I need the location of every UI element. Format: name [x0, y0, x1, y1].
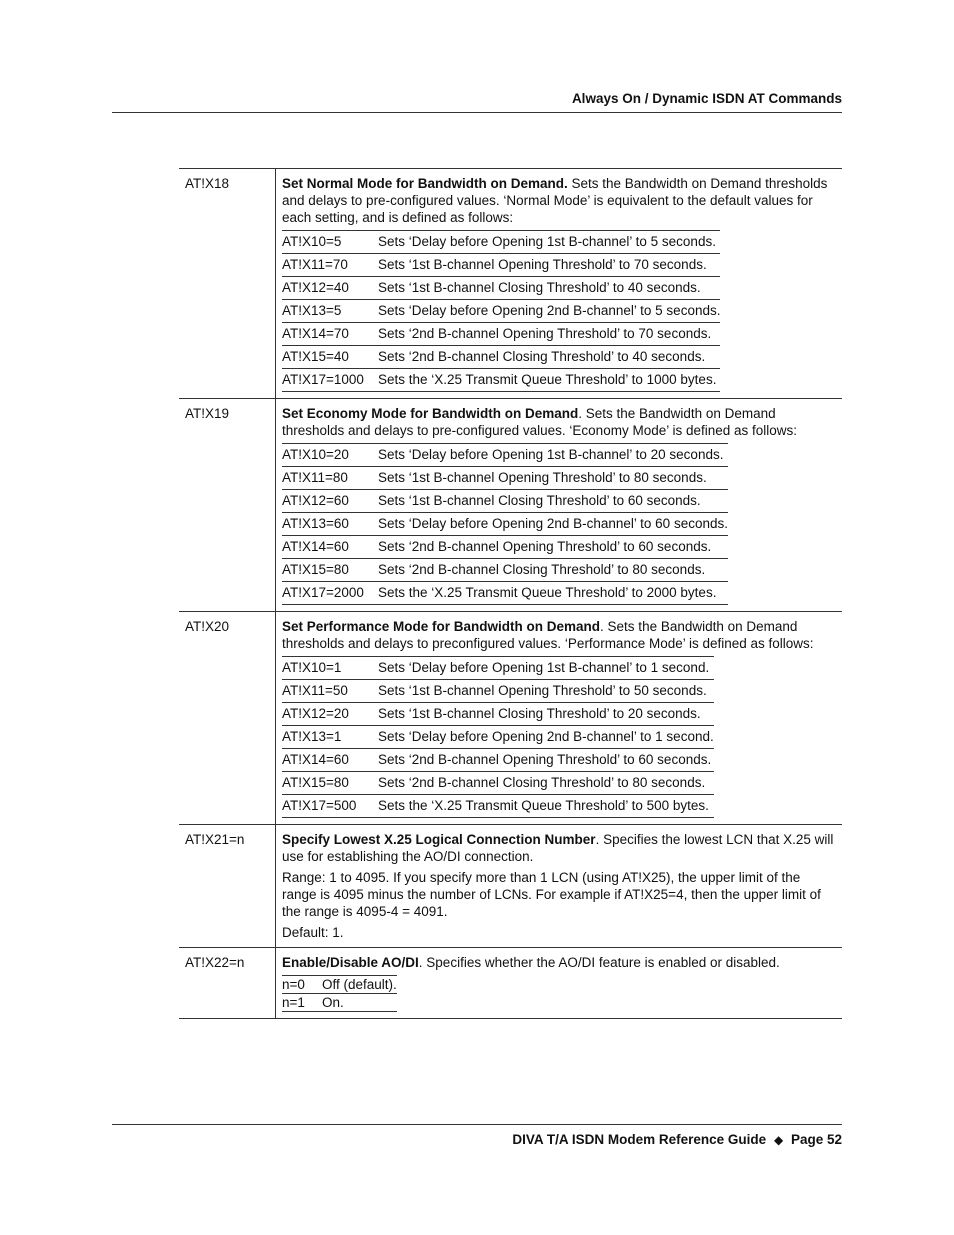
running-header: Always On / Dynamic ISDN AT Commands — [571, 91, 842, 106]
setting-text: Sets the ‘X.25 Transmit Queue Threshold’ to 2000 bytes. — [378, 585, 717, 600]
range-paragraph: Range: 1 to 4095. If you specify more than 1 LCN (using AT!X25), the upper limit of the range is 4095 minus the number of LCNs. For example if AT!X25=4, then the upper limit of the range is 4095-4 = 4091. — [282, 870, 821, 919]
setting-key: AT!X10=1 — [282, 660, 342, 675]
setting-key: AT!X11=70 — [282, 257, 348, 272]
setting-row — [282, 323, 720, 346]
diamond-icon: ◆ — [773, 1133, 784, 1147]
setting-row — [282, 513, 728, 536]
setting-key: AT!X12=40 — [282, 280, 349, 295]
setting-row — [282, 536, 728, 559]
table-row — [179, 612, 842, 825]
description-text: . Sets the Bandwidth on Demand thresholds and delays to preconfigured values. ‘Performance Mode’ is defined as follows: — [282, 619, 814, 651]
setting-text: Sets the ‘X.25 Transmit Queue Threshold’ to 1000 bytes. — [378, 372, 717, 387]
setting-row — [282, 772, 714, 795]
setting-row — [282, 231, 720, 254]
page-number: Page 52 — [790, 1132, 842, 1147]
option-row — [282, 994, 397, 1012]
setting-key: AT!X14=60 — [282, 752, 349, 767]
setting-text: Sets ‘1st B-channel Opening Threshold’ to 70 seconds. — [378, 257, 707, 272]
description-title: Specify Lowest X.25 Logical Connection Number — [282, 832, 596, 847]
setting-key: AT!X10=5 — [282, 234, 342, 249]
footer-guide-title: DIVA T/A ISDN Modem Reference Guide — [512, 1132, 767, 1147]
description-text: . Sets the Bandwidth on Demand thresholds and delays to pre-configured values. ‘Economy Mode’ is defined as follows: — [282, 406, 798, 438]
description-text: . Specifies the lowest LCN that X.25 will use for establishing the AO/DI connection. — [282, 832, 834, 864]
setting-text: Sets ‘Delay before Opening 2nd B-channel’ to 1 second. — [378, 729, 714, 744]
setting-row — [282, 680, 714, 703]
setting-key: AT!X15=40 — [282, 349, 349, 364]
description-title: Enable/Disable AO/DI — [282, 955, 419, 970]
setting-text: Sets ‘2nd B-channel Opening Threshold’ to 70 seconds. — [378, 326, 712, 341]
setting-key: AT!X17=500 — [282, 798, 357, 813]
setting-text: Sets ‘Delay before Opening 1st B-channel’ to 20 seconds. — [378, 447, 724, 462]
setting-text: Sets ‘2nd B-channel Opening Threshold’ to 60 seconds. — [378, 752, 712, 767]
option-key: n=0 — [282, 977, 305, 992]
option-text: Off (default). — [322, 977, 397, 992]
setting-row — [282, 369, 720, 392]
setting-key: AT!X14=60 — [282, 539, 349, 554]
settings-list — [282, 230, 720, 392]
setting-row — [282, 444, 728, 467]
setting-text: Sets ‘2nd B-channel Closing Threshold’ to 40 seconds. — [378, 349, 706, 364]
command-description — [276, 169, 843, 399]
table-row — [179, 948, 842, 1019]
description-intro — [282, 831, 834, 865]
setting-key: AT!X17=2000 — [282, 585, 364, 600]
setting-text: Sets ‘1st B-channel Opening Threshold’ to 50 seconds. — [378, 683, 707, 698]
setting-text: Sets ‘1st B-channel Opening Threshold’ to 80 seconds. — [378, 470, 707, 485]
setting-text: Sets ‘Delay before Opening 2nd B-channel’ to 60 seconds. — [378, 516, 728, 531]
setting-text: Sets ‘1st B-channel Closing Threshold’ to 40 seconds. — [378, 280, 701, 295]
command-name: AT!X20 — [179, 612, 276, 825]
setting-key: AT!X11=80 — [282, 470, 348, 485]
setting-text: Sets ‘Delay before Opening 1st B-channel’ to 5 seconds. — [378, 234, 716, 249]
setting-row — [282, 657, 714, 680]
setting-key: AT!X10=20 — [282, 447, 349, 462]
command-name: AT!X21=n — [179, 825, 276, 948]
setting-text: Sets ‘1st B-channel Closing Threshold’ to 20 seconds. — [378, 706, 701, 721]
description-intro — [282, 954, 834, 971]
setting-key: AT!X11=50 — [282, 683, 348, 698]
description-title: Set Economy Mode for Bandwidth on Demand — [282, 406, 579, 421]
setting-row — [282, 300, 720, 323]
setting-row — [282, 749, 714, 772]
setting-row — [282, 795, 714, 818]
setting-row — [282, 726, 714, 749]
command-description — [276, 612, 843, 825]
setting-text: Sets ‘Delay before Opening 1st B-channel’ to 1 second. — [378, 660, 710, 675]
setting-key: AT!X12=20 — [282, 706, 349, 721]
setting-text: Sets the ‘X.25 Transmit Queue Threshold’ to 500 bytes. — [378, 798, 709, 813]
description-text: . Specifies whether the AO/DI feature is enabled or disabled. — [418, 955, 780, 970]
table-row — [179, 169, 842, 399]
setting-row — [282, 559, 728, 582]
command-name: AT!X19 — [179, 399, 276, 612]
setting-key: AT!X13=60 — [282, 516, 349, 531]
setting-row — [282, 467, 728, 490]
footer-rule — [112, 1124, 842, 1125]
setting-text: Sets ‘2nd B-channel Opening Threshold’ to 60 seconds. — [378, 539, 712, 554]
setting-key: AT!X13=5 — [282, 303, 342, 318]
description-intro — [282, 175, 834, 226]
command-description — [276, 825, 843, 948]
settings-list — [282, 443, 728, 605]
description-intro — [282, 618, 834, 652]
options-list — [282, 975, 397, 1012]
settings-list — [282, 656, 714, 818]
option-key: n=1 — [282, 995, 305, 1010]
command-name: AT!X18 — [179, 169, 276, 399]
setting-text: Sets ‘1st B-channel Closing Threshold’ to 60 seconds. — [378, 493, 701, 508]
header-rule — [112, 112, 842, 113]
setting-row — [282, 490, 728, 513]
command-name: AT!X22=n — [179, 948, 276, 1019]
command-table — [179, 168, 842, 1019]
setting-row — [282, 346, 720, 369]
default-paragraph: Default: 1. — [282, 925, 344, 940]
setting-text: Sets ‘2nd B-channel Closing Threshold’ to 80 seconds. — [378, 775, 706, 790]
setting-row — [282, 582, 728, 605]
option-row — [282, 976, 397, 994]
table-row — [179, 825, 842, 948]
description-title: Set Performance Mode for Bandwidth on Demand — [282, 619, 601, 634]
setting-key: AT!X14=70 — [282, 326, 349, 341]
setting-key: AT!X13=1 — [282, 729, 342, 744]
table-row — [179, 399, 842, 612]
setting-key: AT!X15=80 — [282, 775, 349, 790]
description-text: Sets the Bandwidth on Demand thresholds and delays to pre-configured values. ‘Normal Mode’ is equivalent to the default values for each setting, and is defined as follows: — [282, 176, 828, 225]
setting-row — [282, 254, 720, 277]
setting-row — [282, 277, 720, 300]
setting-key: AT!X17=1000 — [282, 372, 364, 387]
command-description — [276, 399, 843, 612]
setting-row — [282, 703, 714, 726]
command-description — [276, 948, 843, 1019]
page-footer — [512, 1132, 842, 1147]
setting-key: AT!X15=80 — [282, 562, 349, 577]
setting-text: Sets ‘2nd B-channel Closing Threshold’ to 80 seconds. — [378, 562, 706, 577]
setting-text: Sets ‘Delay before Opening 2nd B-channel’ to 5 seconds. — [378, 303, 721, 318]
option-text: On. — [322, 995, 344, 1010]
description-intro — [282, 405, 834, 439]
description-title: Set Normal Mode for Bandwidth on Demand. — [282, 176, 568, 191]
setting-key: AT!X12=60 — [282, 493, 349, 508]
